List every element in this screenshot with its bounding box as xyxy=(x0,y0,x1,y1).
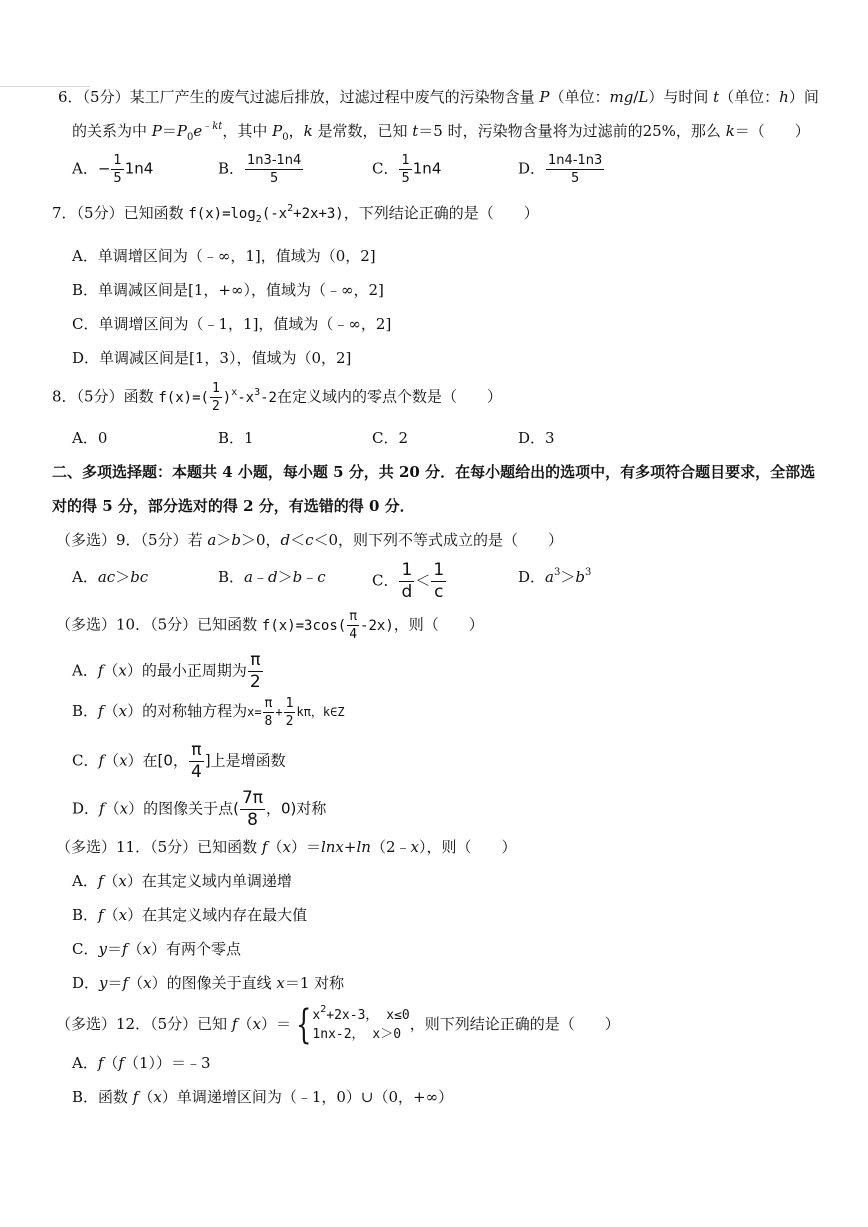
header-rule xyxy=(0,86,90,87)
q7-option-a: A．单调增区间为（﹣∞，1]，值域为（0，2] xyxy=(72,247,376,265)
q6-stem-line2: 的关系为中 $P=P_0e^{﹣kt}$，其中 $P_0$，k 是常数，已知 t＝5 时，污染物含量将为过滤前的25%，那么 k＝（ ） xyxy=(72,121,810,143)
q8-option-d: D．3 xyxy=(518,429,555,447)
q9-option-a: A．ac＞bc xyxy=(72,568,149,586)
q9-option-d: D．$a^3>b^3$ xyxy=(518,567,592,586)
q10-option-d: D．f（x）的图像关于点( $\frac{7\pi}{8}$ ，0)对称 xyxy=(72,788,327,830)
q7-option-d: D．单调减区间是[1，3），值域为（0，2] xyxy=(72,349,352,367)
q7-stem: 7．（5分）已知函数 $f(x)=\log_2(-x^2+2x+3)$，下列结论正确的是（ ） xyxy=(52,203,539,225)
q11-stem: （多选）11．（5分）已知函数 f（x）＝lnx+ln（2﹣x），则（ ） xyxy=(56,838,517,856)
q6-option-b: B． $\frac{1n3-1n4}{5}$ xyxy=(218,153,302,186)
q11-option-d: D．y＝f（x）的图像关于直线 x＝1 对称 xyxy=(72,974,345,992)
section2-heading-line2: 对的得 5 分，部分选对的得 2 分，有选错的得 0 分． xyxy=(52,497,415,515)
q6-option-d: D． $\frac{1n4-1n3}{5}$ xyxy=(518,153,603,186)
q6-option-a: A．− $\frac{1}{5}$ 1n4 xyxy=(72,153,154,186)
q8-option-c: C．2 xyxy=(372,429,409,447)
section2-heading-line1: 二、多项选择题：本题共 4 小题，每小题 5 分，共 20 分．在每小题给出的选项中，有多项符合题目要求，全部选 xyxy=(52,463,816,481)
q7-option-c: C．单调增区间为（﹣1，1]，值域为（﹣∞，2] xyxy=(72,315,392,333)
q10-option-c: C．f（x）在[0， $\frac{\pi}{4}$ ]上是增函数 xyxy=(72,740,286,782)
q10-option-b: B．f（x）的对称轴方程为x= $\frac{\pi}{8}$ + $\frac{1}{2}$ kπ，k∈Z xyxy=(72,696,345,729)
q9-option-c: C． $\frac{1}{d}$ ＜ $\frac{1}{c}$ xyxy=(372,560,445,602)
q7-option-b: B．单调减区间是[1，+∞），值域为（﹣∞，2] xyxy=(72,281,384,299)
q12-option-a: A．f（f（1））＝﹣3 xyxy=(72,1054,211,1072)
q11-option-c: C．y＝f（x）有两个零点 xyxy=(72,940,242,958)
q11-option-a: A．f（x）在其定义域内单调递增 xyxy=(72,872,292,890)
q9-option-b: B．a﹣d＞b﹣c xyxy=(218,568,326,586)
q6-option-c: C． $\frac{1}{5}$ 1n4 xyxy=(372,153,442,186)
q8-option-b: B．1 xyxy=(218,429,254,447)
q8-option-a: A．0 xyxy=(72,429,108,447)
q9-stem: （多选）9．（5分）若 a＞b＞0，d＜c＜0，则下列不等式成立的是（ ） xyxy=(56,531,564,549)
q8-stem: 8．（5分）函数 f(x)=( $\frac{1}{2}$ )$^x-x^3-2$在定义域内的零点个数是（ ） xyxy=(52,381,502,414)
q12-stem: （多选）12．（5分）已知 f（x）＝ { $x^2+2x-3$， x≤0 1nx-2， x＞0 ，则下列结论正确的是（ ） xyxy=(56,1002,620,1048)
q12-option-b: B．函数 f（x）单调递增区间为（﹣1，0）∪（0，+∞） xyxy=(72,1088,454,1106)
q11-option-b: B．f（x）在其定义域内存在最大值 xyxy=(72,906,308,924)
q6-stem-line1: 6．（5分）某工厂产生的废气过滤后排放，过滤过程中废气的污染物含量 P（单位：mg/L）与时间 t（单位：h）间 xyxy=(58,88,819,106)
q10-option-a: A．f（x）的最小正周期为 $\frac{\pi}{2}$ xyxy=(72,650,261,692)
q10-stem: （多选）10．（5分）已知函数 f(x)=3cos( $\frac{\pi}{4}$ -2x)，则（ ） xyxy=(56,609,484,642)
